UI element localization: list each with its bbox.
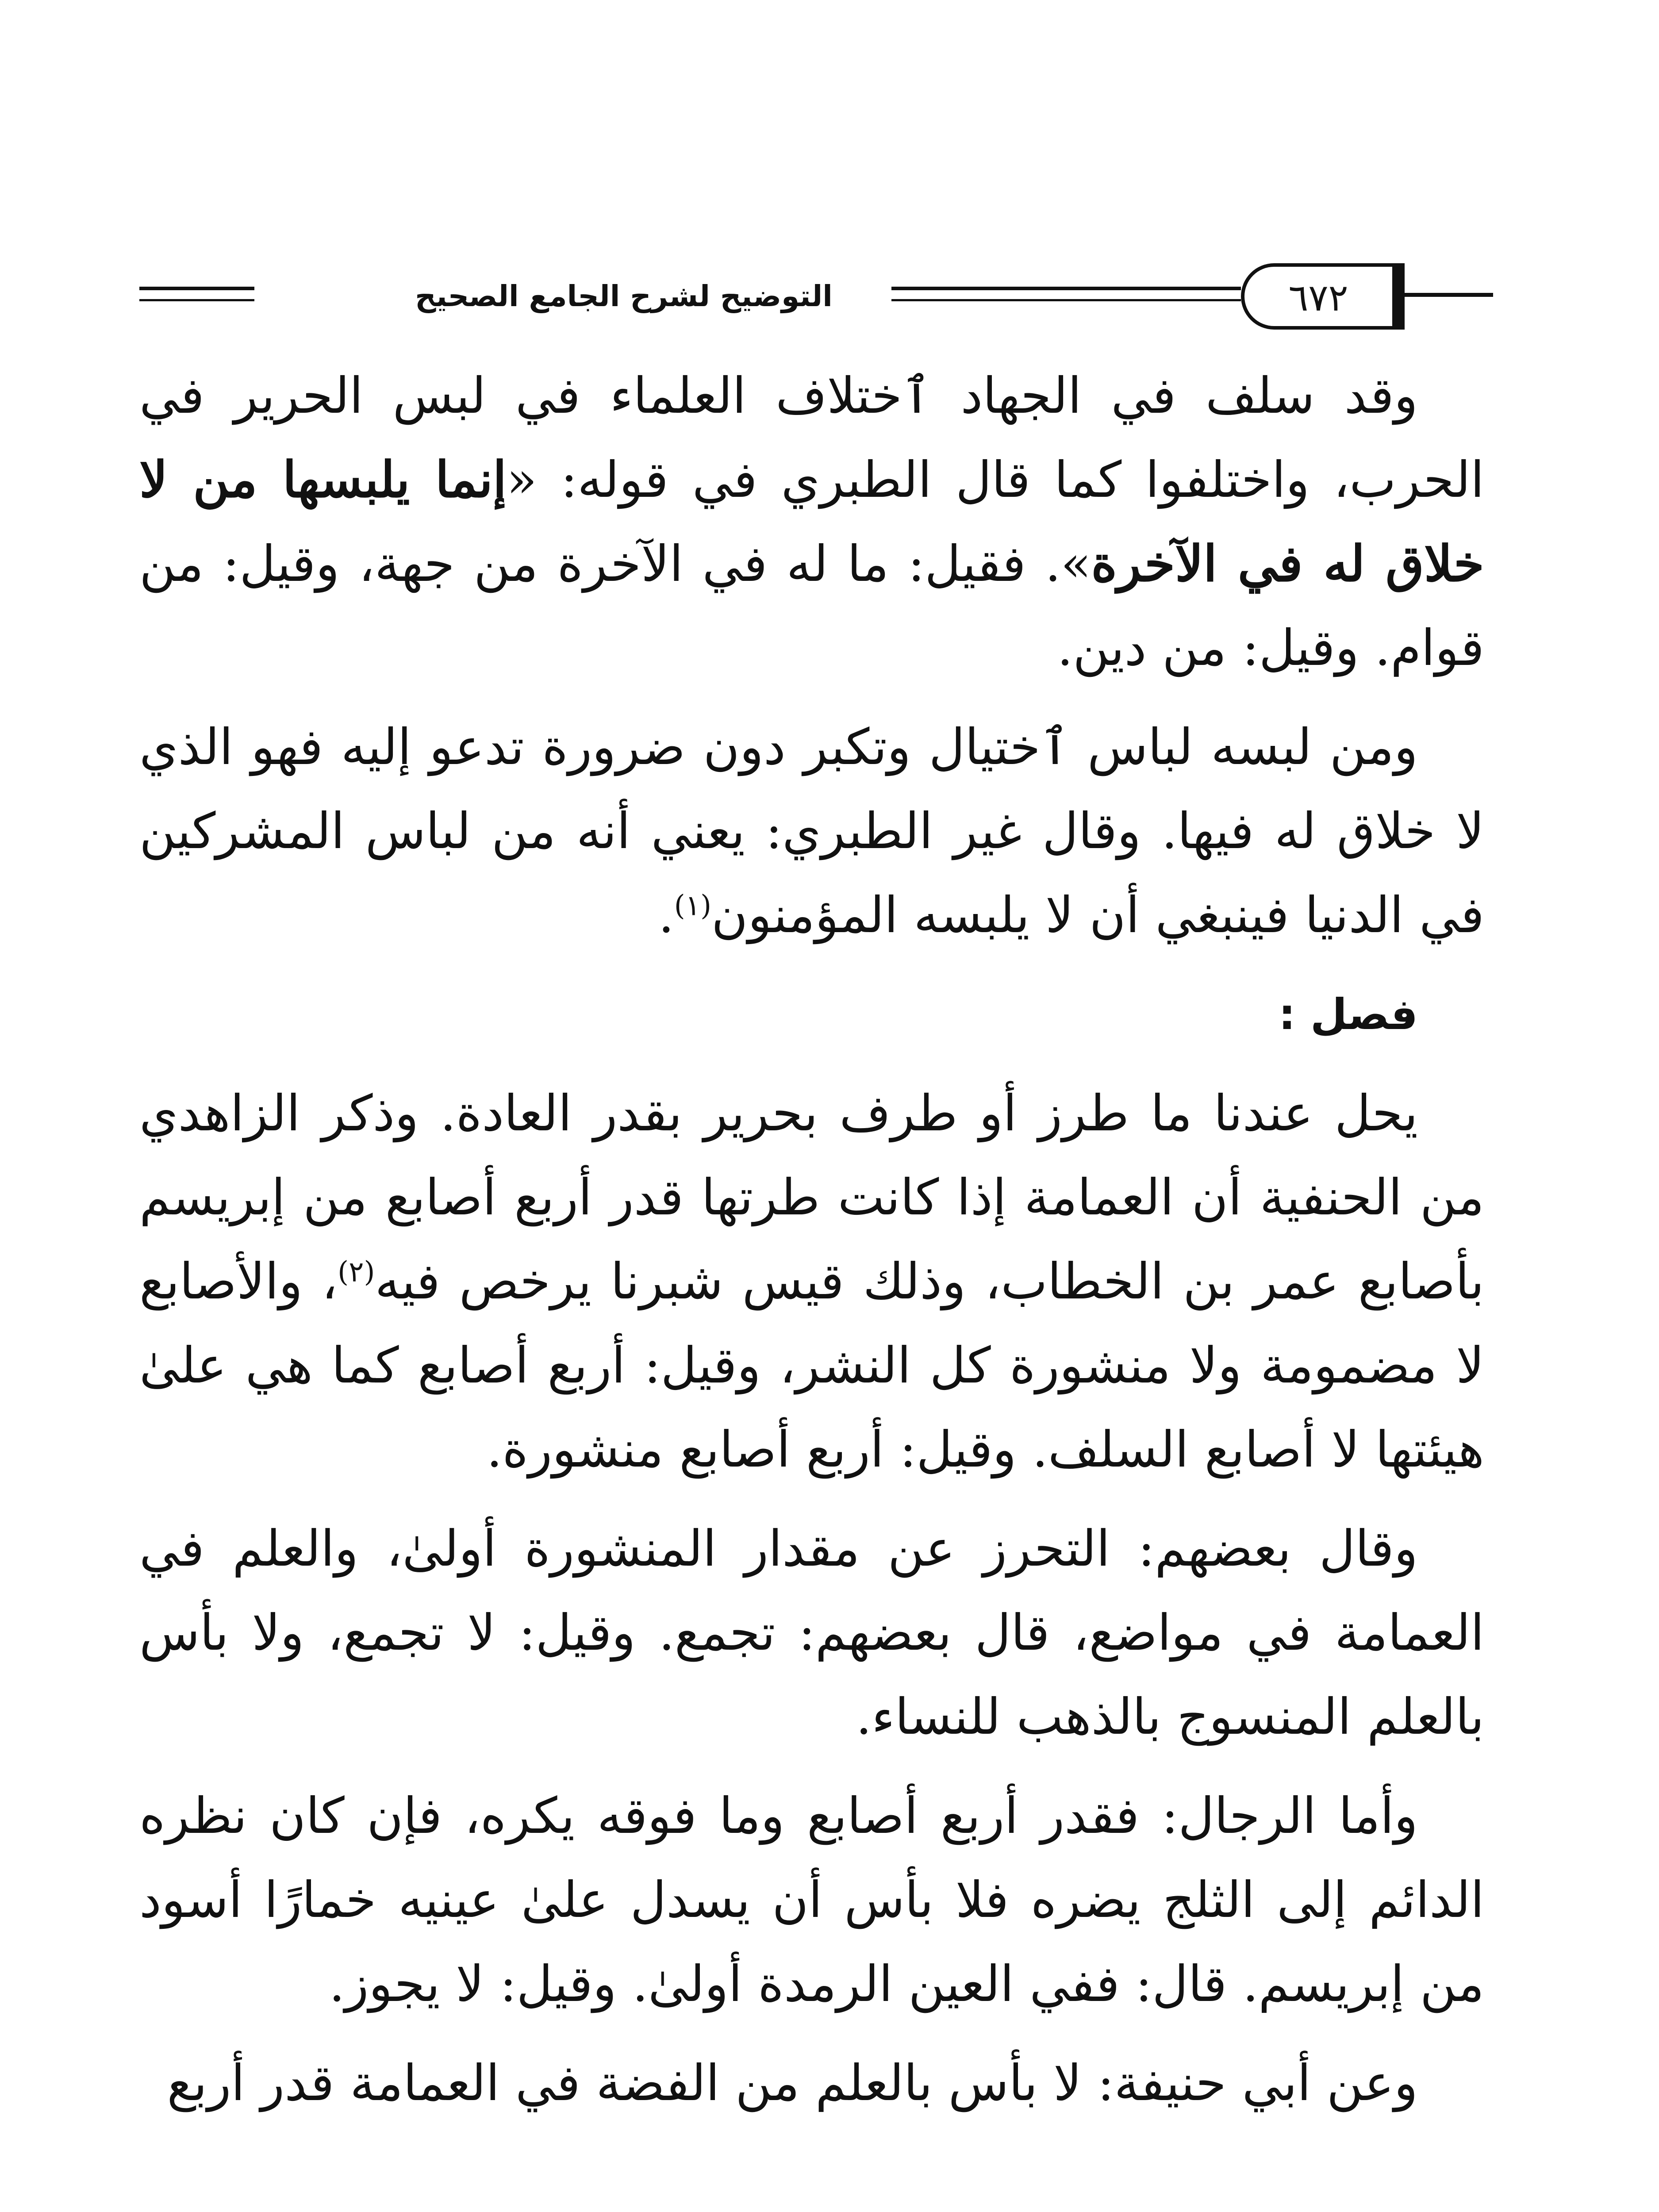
- paragraph-3-text-b: ، والأصابع لا مضمومة ولا منشورة كل النشر، وقيل: أربع أصابع كما هي علىٰ هيئتها لا أصابع السلف. وقيل: أربع أصابع منشورة.: [139, 1253, 1484, 1479]
- page-number: ٦٧٢: [1288, 276, 1348, 319]
- paragraph-5: وأما الرجال: فقدر أربع أصابع وما فوقه يكره، فإن كان نظره الدائم إلى الثلج يضره فلا بأس أن يسدل علىٰ عينيه خمارًا أسود من إبريسم. قال: ففي العين الرمدة أولىٰ. وقيل: لا يجوز.: [139, 1787, 1484, 2013]
- running-title: التوضيح لشرح الجامع الصحيح: [415, 279, 833, 313]
- paragraph-1: [139, 354, 1484, 690]
- paragraph-2-text: ومن لبسه لباس ٱختيال وتكبر دون ضرورة تدعو إليه فهو الذي لا خلاق له فيها. وقال غير الطبري: يعني أنه من لباس المشركين في الدنيا فينبغي أن لا يلبسه المؤمنون: [139, 718, 1484, 944]
- header-rule-right: [1405, 293, 1493, 297]
- paragraph-3-text-a: يحل عندنا ما طرز أو طرف بحرير بقدر العادة. وذكر الزاهدي من الحنفية أن العمامة إذا كانت طرتها قدر أربع أصابع من إبريسم بأصابع عمر بن الخطاب، وذلك قيس شبرنا يرخص فيه: [139, 1085, 1484, 1310]
- header-rule-middle-lower: [891, 299, 1241, 301]
- header-rule-left-lower: [139, 299, 254, 301]
- paragraph-6: وعن أبي حنيفة: لا بأس بالعلم من الفضة في العمامة قدر أربع: [167, 2055, 1418, 2112]
- paragraph-2-end: .: [658, 887, 674, 944]
- header-rule-left-upper: [139, 287, 254, 290]
- footnote-ref-2[interactable]: (٢): [338, 1256, 375, 1289]
- section-heading: فصل :: [1279, 990, 1418, 1039]
- footnote-ref-1[interactable]: (١): [674, 889, 712, 922]
- header-rule-middle-upper: [891, 287, 1241, 290]
- main-text: [139, 354, 1484, 2125]
- paragraph-1-text-b: ». فقيل: ما له في الآخرة من جهة، وقيل: من قوام. وقيل: من دين.: [139, 535, 1484, 677]
- page-header: [139, 261, 1493, 332]
- paragraph-4: وقال بعضهم: التحرز عن مقدار المنشورة أولىٰ، والعلم في العمامة في مواضع، قال بعضهم: تجمع. وقيل: لا تجمع، ولا بأس بالعلم المنسوج بالذهب للنساء.: [139, 1520, 1484, 1746]
- paragraph-1-text-a: وقد سلف في الجهاد ٱختلاف العلماء في لبس الحرير في الحرب، واختلفوا كما قال الطبري في قوله: «: [139, 367, 1484, 509]
- page-number-box: [1241, 263, 1405, 330]
- hadith-quote: إنما يلبسها من لا خلاق له في الآخرة: [139, 451, 1485, 593]
- paragraph-2: [139, 705, 1484, 957]
- paragraph-3: [139, 1071, 1484, 1492]
